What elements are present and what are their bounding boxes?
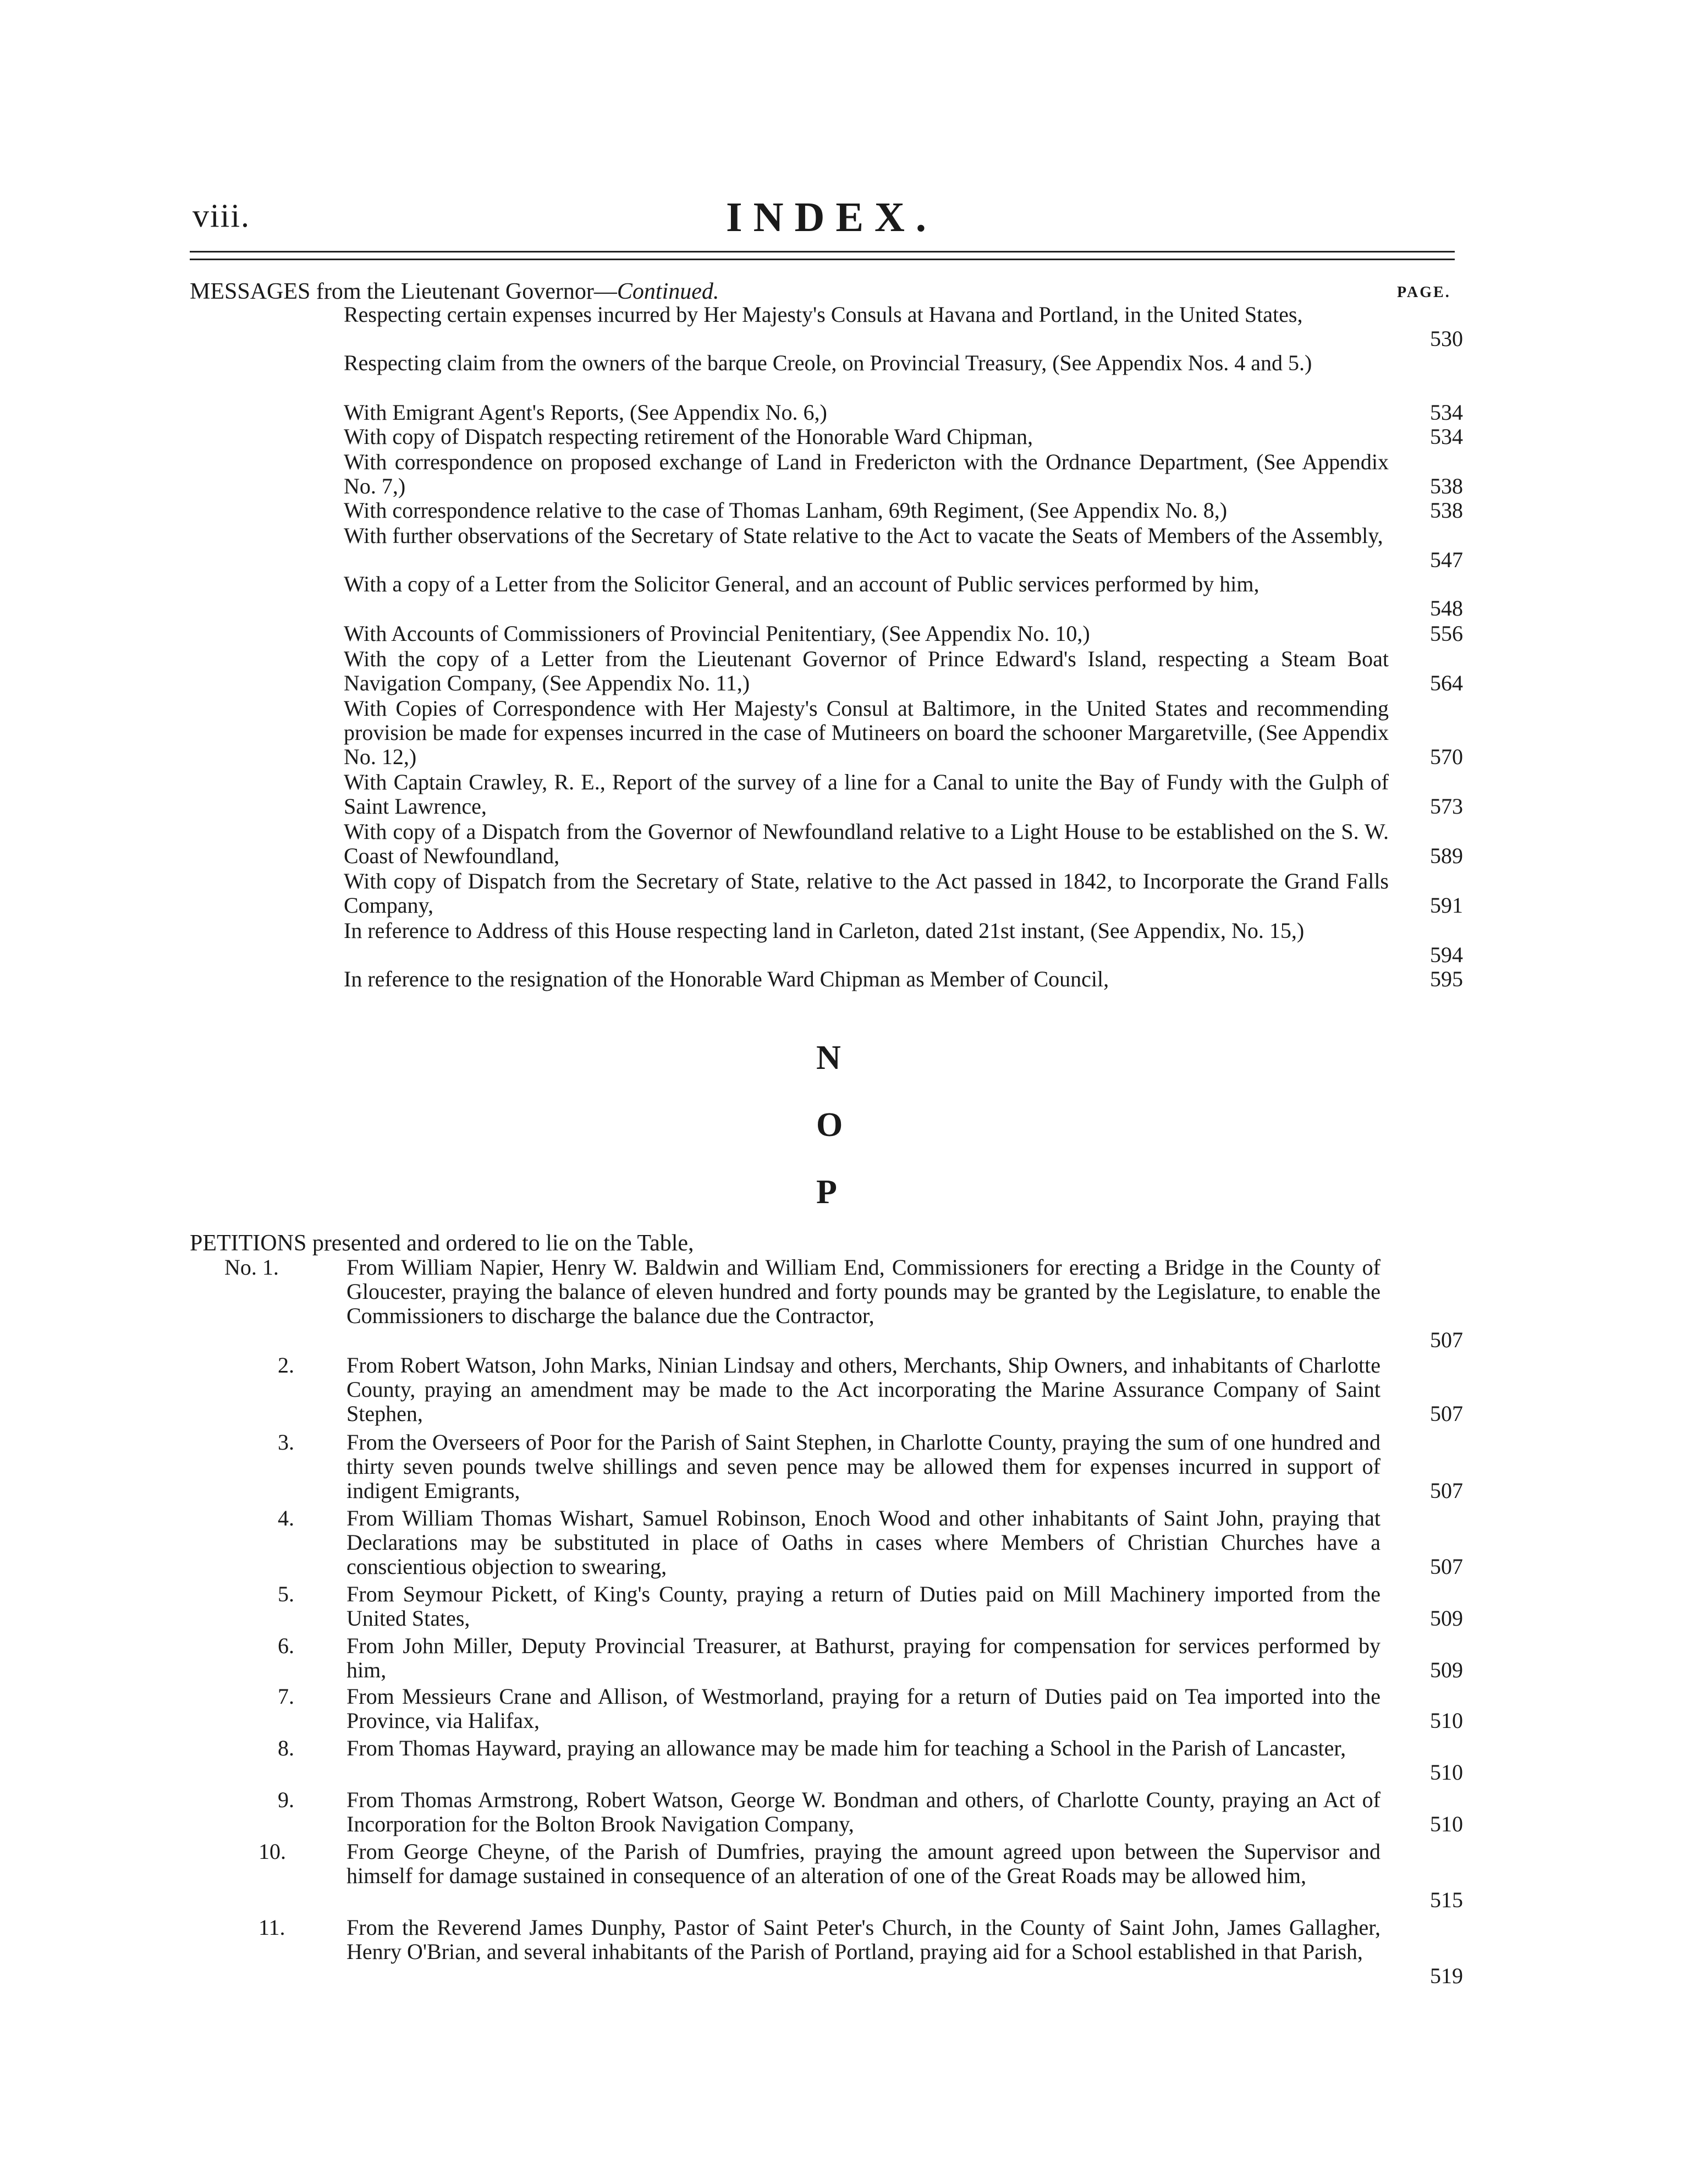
messages-heading-label: MESSAGES from the Lieutenant Governor— [190,279,617,304]
message-entry [344,450,1389,498]
petition-entry [346,1582,1380,1631]
message-entry [344,572,1389,596]
petition-entry [346,1353,1380,1426]
message-text: With copy of Dispatch from the Secretary of State, relative to the Act passed in 1842, to Incorporate the Grand Falls Company, [344,869,1389,918]
message-page: 548 [1430,596,1463,621]
petition-text: From the Overseers of Poor for the Parish of Saint Stephen, in Charlotte County, praying the sum of one hundred and thirty seven pounds twelve shillings and seven pence may be allowed them for expenses incurred in support of indigent Emigrants, [346,1430,1380,1503]
petition-page: 507 [1430,1554,1463,1579]
message-text: With Captain Crawley, R. E., Report of the survey of a line for a Canal to unite the Bay of Fundy with the Gulph of Saint Lawrence, [344,770,1389,819]
message-entry [344,696,1389,769]
petition-number: 3. [278,1430,294,1455]
message-entry [344,770,1389,819]
message-page: 564 [1430,671,1463,695]
message-text: With correspondence relative to the case of Thomas Lanham, 69th Regiment, (See Appendix No. 8,) [344,498,1228,523]
petition-entry [346,1255,1380,1328]
petition-number: 2. [278,1353,294,1378]
message-text: With Accounts of Commissioners of Provincial Penitentiary, (See Appendix No. 10,) [344,621,1090,646]
message-entry [344,400,1389,425]
message-entry [344,919,1389,943]
message-entry [344,351,1389,375]
petition-entry [346,1634,1380,1682]
message-entry [344,524,1389,548]
petition-number: 7. [278,1684,294,1709]
petition-entry [346,1788,1380,1836]
page-column-label: PAGE. [1397,284,1451,301]
section-letter: O [816,1106,843,1144]
message-entry [294,303,1389,327]
message-entry [344,425,1389,449]
petition-entry [346,1430,1380,1503]
message-entry [344,498,1389,523]
message-text: With correspondence on proposed exchange of Land in Fredericton with the Ordnance Department, (See Appendix No. 7,) [344,449,1389,498]
petition-entry [346,1506,1380,1579]
petition-text: From Messieurs Crane and Allison, of Westmorland, praying for a return of Duties paid on Tea imported into the Province, via Halifax, [346,1684,1380,1733]
message-page: 594 [1430,942,1463,967]
message-page: 534 [1430,400,1463,425]
petition-number: 4. [278,1506,294,1530]
petition-page: 510 [1430,1760,1463,1785]
petition-number: 6. [278,1633,294,1658]
petition-page: 519 [1430,1963,1463,1988]
message-text: With a copy of a Letter from the Solicitor General, and an account of Public services performed by him, [344,572,1260,596]
message-page: 591 [1430,893,1463,918]
message-text: With further observations of the Secretary of State relative to the Act to vacate the Seats of Members of the Assembly, [344,523,1383,548]
petition-entry [346,1916,1380,1964]
message-text: In reference to Address of this House respecting land in Carleton, dated 21st instant, (See Appendix, No. 15,) [344,918,1305,943]
message-page: 589 [1430,843,1463,868]
petition-text: From William Napier, Henry W. Baldwin and William End, Commissioners for erecting a Bridge in the County of Gloucester, praying the balance of eleven hundred and forty pounds may be granted by the Legislature, to enable the Commissioners to discharge the balance due the Contractor, [346,1255,1380,1328]
messages-heading [190,278,719,305]
petition-page: 507 [1430,1478,1463,1503]
message-entry [344,820,1389,868]
page-number: viii. [193,197,251,234]
petition-page: 510 [1430,1708,1463,1733]
petition-page: 509 [1430,1606,1463,1631]
petition-page: 515 [1430,1887,1463,1912]
petition-number: 9. [278,1787,294,1812]
petition-page: 510 [1430,1812,1463,1836]
message-page: 530 [1430,326,1463,351]
petitions-heading: PETITIONS presented and ordered to lie on the Table, [190,1231,694,1256]
petition-number: 10. [258,1839,286,1864]
message-page: 570 [1430,744,1463,769]
petition-page: 507 [1430,1401,1463,1426]
petition-number: 8. [278,1736,294,1760]
petition-text: From the Reverend James Dunphy, Pastor of Saint Peter's Church, in the County of Saint John, James Gallagher, Henry O'Brian, and several inhabitants of the Parish of Portland, praying aid for a School established in that Parish, [346,1915,1380,1964]
message-entry [344,647,1389,695]
messages-heading-continued: Continued. [617,279,719,304]
header-rule [190,259,1455,260]
petition-number: No. 1. [224,1255,279,1280]
message-text: With copy of Dispatch respecting retirement of the Honorable Ward Chipman, [344,424,1033,449]
petition-text: From Seymour Pickett, of King's County, praying a return of Duties paid on Mill Machinery imported from the United States, [346,1582,1380,1631]
petition-number: 5. [278,1582,294,1606]
message-entry [344,967,1389,991]
petition-text: From Robert Watson, John Marks, Ninian Lindsay and others, Merchants, Ship Owners, and inhabitants of Charlotte County, praying an amendment may be made to the Act incorporating the Marine Assurance Company of Saint Stephen, [346,1353,1380,1426]
header-rule [190,251,1455,253]
message-entry [344,869,1389,918]
section-letter: N [816,1039,841,1077]
message-page: 534 [1430,424,1463,449]
petition-text: From William Thomas Wishart, Samuel Robinson, Enoch Wood and other inhabitants of Saint John, praying that Declarations may be substituted in place of Oaths in cases where Members of Christian Churches have a conscientious objection to swearing, [346,1506,1380,1579]
message-text: Respecting claim from the owners of the barque Creole, on Provincial Treasury, (See Appendix Nos. 4 and 5.) [344,350,1312,375]
message-page: 556 [1430,621,1463,646]
petition-page: 509 [1430,1658,1463,1682]
message-page: 595 [1430,967,1463,991]
petition-text: From George Cheyne, of the Parish of Dumfries, praying the amount agreed upon between the Supervisor and himself for damage sustained in consequence of an alteration of one of the Great Roads may be allowed him, [346,1839,1380,1888]
message-text: With Emigrant Agent's Reports, (See Appendix No. 6,) [344,400,827,425]
message-text: With copy of a Dispatch from the Governor of Newfoundland relative to a Light House to be established on the S. W. Coast of Newfoundland, [344,819,1389,868]
message-page: 538 [1430,498,1463,523]
message-text: Respecting certain expenses incurred by Her Majesty's Consuls at Havana and Portland, in the United States, [344,302,1303,327]
page-title: INDEX. [726,194,937,240]
message-page: 538 [1430,474,1463,498]
message-page: 573 [1430,794,1463,819]
petition-page: 507 [1430,1327,1463,1352]
message-page: 547 [1430,547,1463,572]
message-text: With Copies of Correspondence with Her Majesty's Consul at Baltimore, in the United States and recommending provision be made for expenses incurred in the case of Mutineers on board the schooner Margaretville, (See Appendix No. 12,) [344,696,1389,769]
message-text: In reference to the resignation of the Honorable Ward Chipman as Member of Council, [344,967,1109,991]
petition-entry [346,1840,1380,1888]
message-text: With the copy of a Letter from the Lieutenant Governor of Prince Edward's Island, respecting a Steam Boat Navigation Company, (See Appendix No. 11,) [344,646,1389,695]
section-letter: P [816,1173,837,1211]
message-entry [344,622,1389,646]
petition-entry [346,1684,1380,1733]
petition-text: From Thomas Armstrong, Robert Watson, George W. Bondman and others, of Charlotte County, praying an Act of Incorporation for the Bolton Brook Navigation Company, [346,1787,1380,1836]
petition-entry [346,1736,1380,1760]
petition-number: 11. [258,1915,285,1940]
petition-text: From John Miller, Deputy Provincial Treasurer, at Bathurst, praying for compensation for services performed by him, [346,1633,1380,1682]
petition-text: From Thomas Hayward, praying an allowance may be made him for teaching a School in the Parish of Lancaster, [346,1736,1346,1760]
